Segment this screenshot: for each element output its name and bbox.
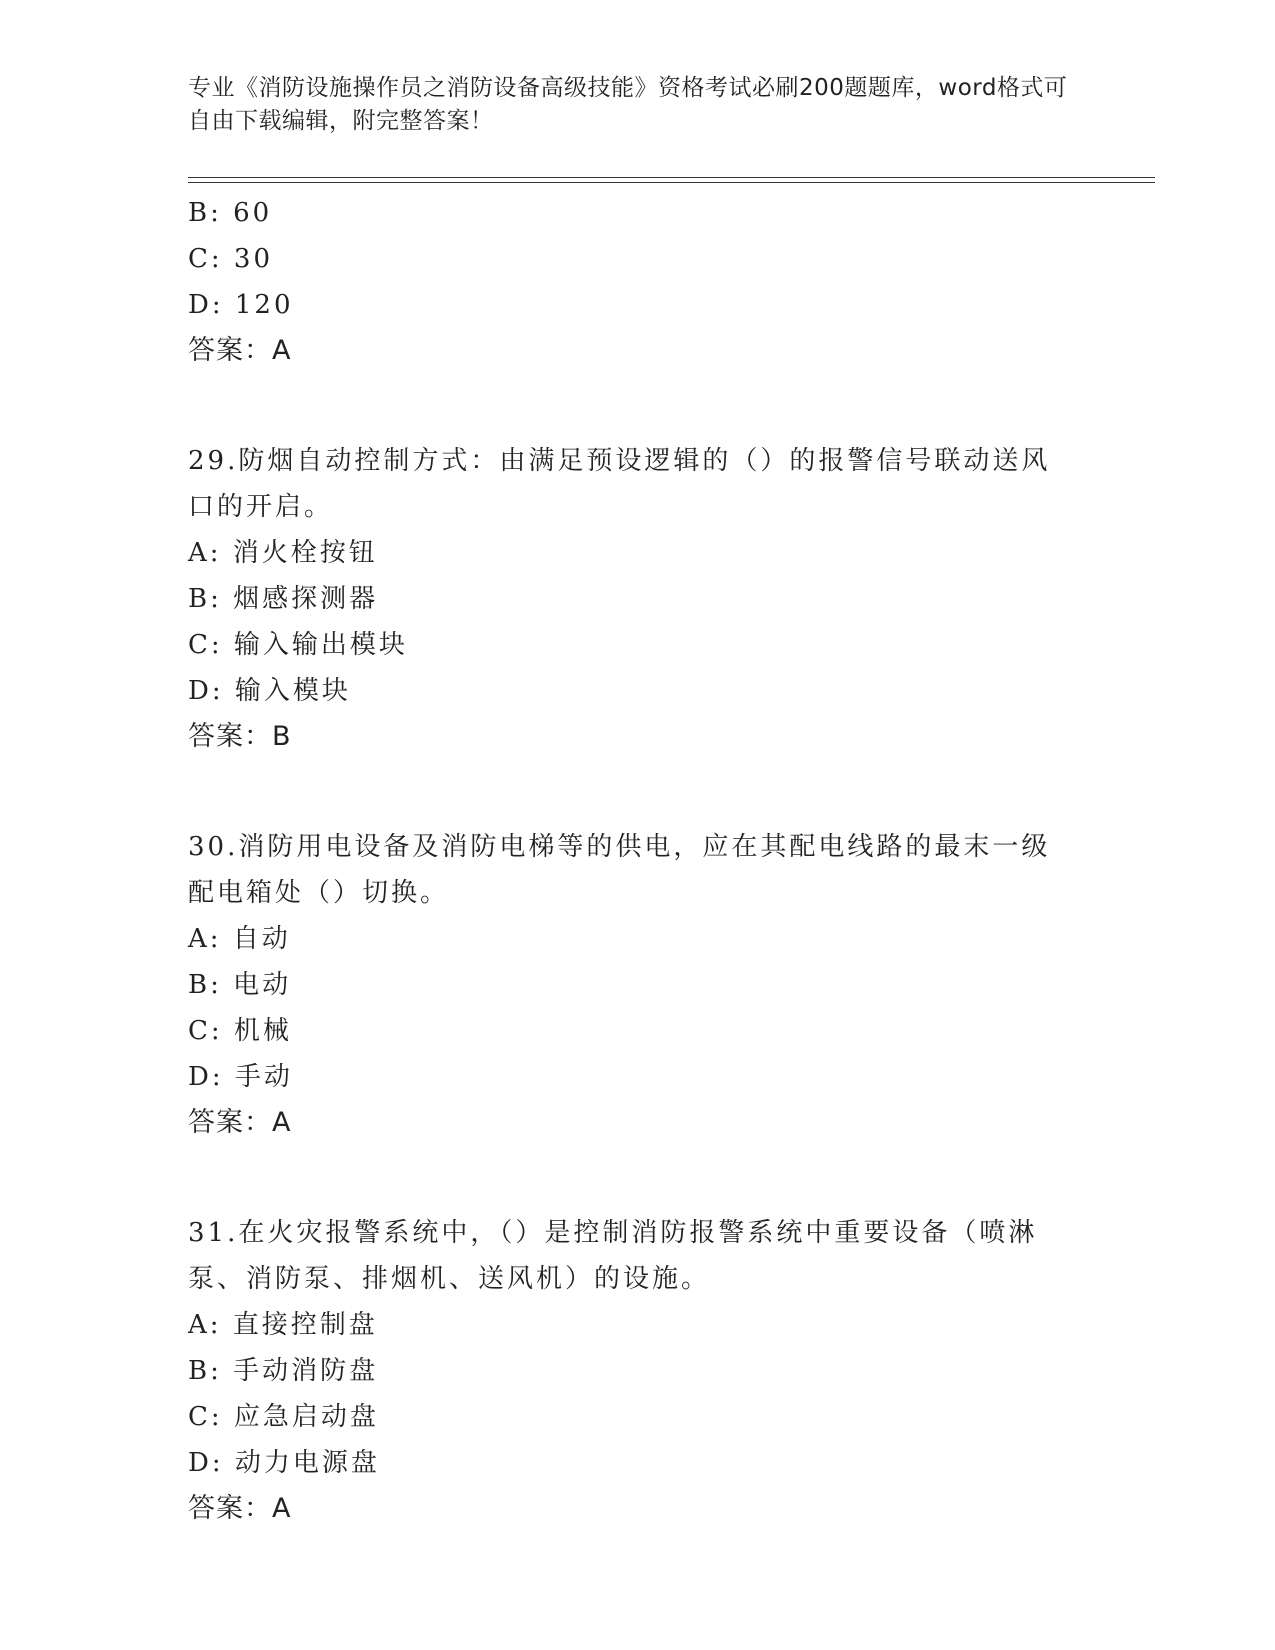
option-d: D: 输入模块: [188, 676, 351, 706]
question-text: 29.防烟自动控制方式：由满足预设逻辑的（）的报警信号联动送风口的开启。: [188, 446, 1051, 522]
option-d: D: 120: [188, 290, 294, 320]
option-c: C: 输入输出模块: [188, 630, 408, 660]
option-a: A: 消火栓按钮: [188, 538, 378, 568]
question-31: [188, 1210, 1088, 1532]
option-c: C: 30: [188, 244, 274, 274]
answer: 答案：B: [188, 721, 292, 752]
option-a: A: 自动: [188, 924, 291, 954]
option-b: B: 60: [188, 198, 273, 228]
answer: 答案：A: [188, 335, 292, 366]
question-30: [188, 824, 1088, 1146]
document-header: 专业《消防设施操作员之消防设备高级技能》资格考试必刷200题题库，word格式可自由下载编辑，附完整答案！: [188, 75, 1068, 134]
option-c: C: 应急启动盘: [188, 1402, 379, 1432]
option-b: B: 手动消防盘: [188, 1356, 379, 1386]
option-a: A: 直接控制盘: [188, 1310, 378, 1340]
header-divider-top: [188, 177, 1155, 178]
header-divider-bottom: [188, 182, 1155, 183]
question-29: [188, 438, 1088, 760]
question-28-continued: [188, 190, 1088, 374]
option-c: C: 机械: [188, 1016, 292, 1046]
question-text: 30.消防用电设备及消防电梯等的供电，应在其配电线路的最末一级配电箱处（）切换。: [188, 832, 1051, 908]
answer: 答案：A: [188, 1107, 292, 1138]
answer: 答案：A: [188, 1493, 292, 1524]
question-text: 31.在火灾报警系统中，（）是控制消防报警系统中重要设备（喷淋泵、消防泵、排烟机、送风机）的设施。: [188, 1218, 1038, 1294]
question-list: [188, 190, 1088, 1532]
option-b: B: 烟感探测器: [188, 584, 379, 614]
option-d: D: 手动: [188, 1062, 293, 1092]
option-d: D: 动力电源盘: [188, 1448, 380, 1478]
option-b: B: 电动: [188, 970, 292, 1000]
